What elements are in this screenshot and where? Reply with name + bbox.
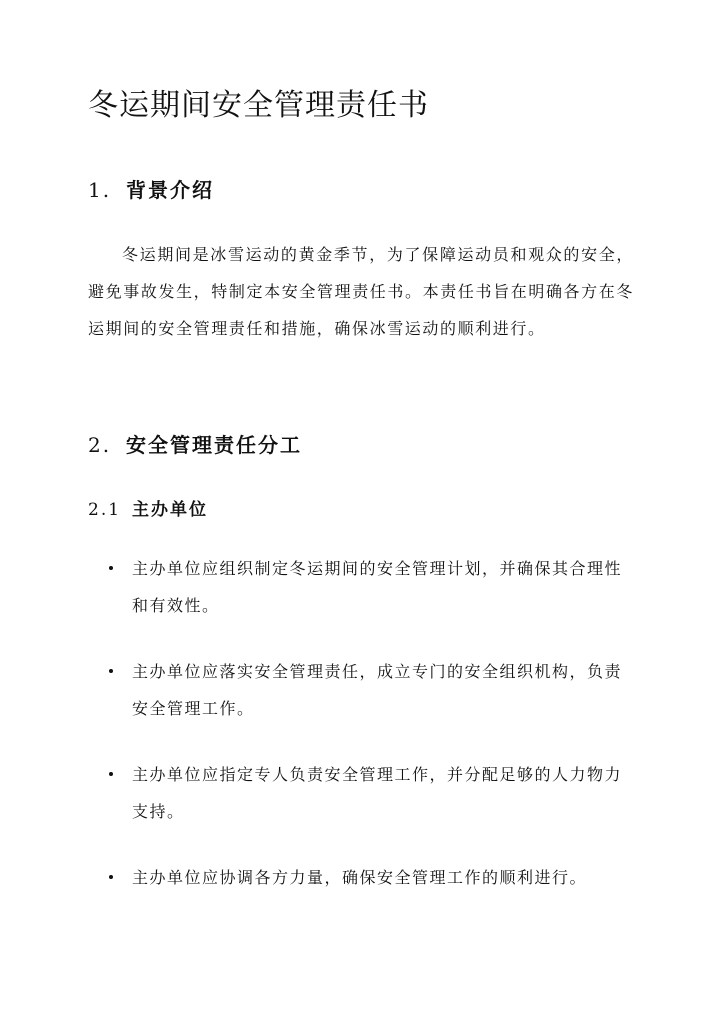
bullet-dot-icon xyxy=(109,566,113,570)
list-item xyxy=(88,859,632,896)
subsection-title: 主办单位 xyxy=(132,500,208,520)
document-title: 冬运期间安全管理责任书 xyxy=(88,88,429,123)
list-item-text: 主办单位应指定专人负责安全管理工作，并分配足够的人力物力支持。 xyxy=(132,765,623,821)
list-item xyxy=(88,756,632,830)
subsection-number: 2.1 xyxy=(88,500,122,520)
subsection-heading-organizer xyxy=(88,496,648,524)
bullet-dot-icon xyxy=(109,875,113,879)
bullet-dot-icon xyxy=(109,669,113,673)
section-number: 2. xyxy=(88,433,112,457)
list-item xyxy=(88,653,632,727)
section-title: 背景介绍 xyxy=(126,178,214,202)
bullet-dot-icon xyxy=(109,772,113,776)
list-item xyxy=(88,550,632,624)
section-number: 1. xyxy=(88,178,112,202)
list-item-text: 主办单位应组织制定冬运期间的安全管理计划，并确保其合理性和有效性。 xyxy=(132,559,623,615)
list-item-text: 主办单位应落实安全管理责任，成立专门的安全组织机构，负责安全管理工作。 xyxy=(132,662,623,718)
organizer-duties-list xyxy=(88,550,648,925)
background-paragraph: 冬运期间是冰雪运动的黄金季节，为了保障运动员和观众的安全，避免事故发生，特制定本安全管理责任书。本责任书旨在明确各方在冬运期间的安全管理责任和措施，确保冰雪运动的顺利进行。 xyxy=(88,245,634,338)
list-item-text: 主办单位应协调各方力量，确保安全管理工作的顺利进行。 xyxy=(132,868,588,887)
section-heading-responsibilities xyxy=(88,429,648,461)
section-title: 安全管理责任分工 xyxy=(126,433,302,457)
section-heading-background xyxy=(88,174,648,206)
